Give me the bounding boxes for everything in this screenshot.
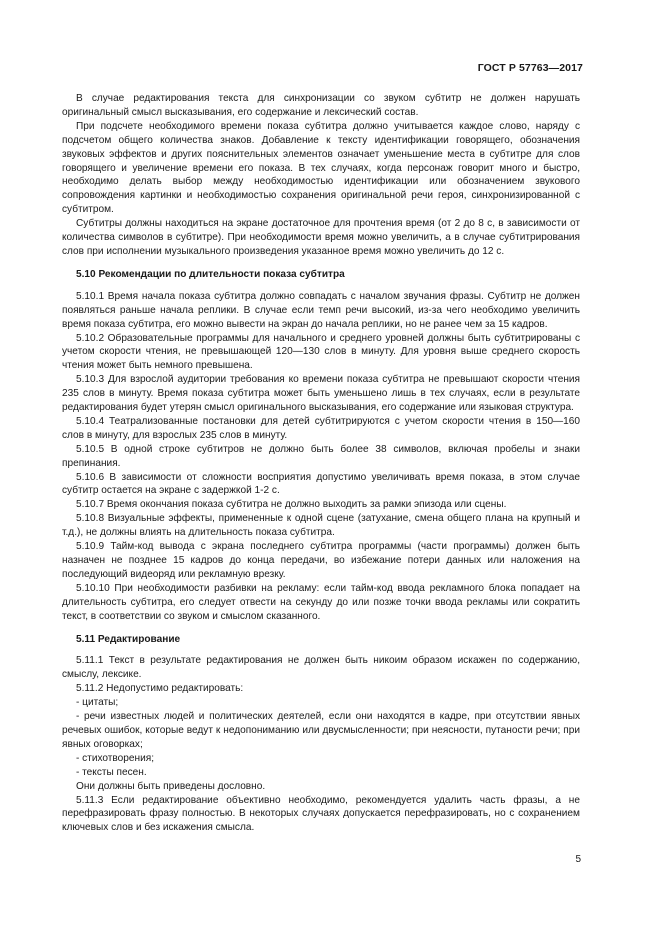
- paragraph: При подсчете необходимого времени показа субтитра должно учитывается каждое слово, наряду с подсчетом общего количества знаков. Добавление к тексту идентификации говорящего, обозначения звуковых эффектов и других пояснительных элементов означает уменьшение места в субтитре для слов говорящего и увеличение времени его показа. В тех случаях, когда персонаж говорит много и быстро, необходимо делать выбор между необходимостью идентификации или обозначением звукового сопровождения картинки и необходимостью сохранения оригинальной речи героя, синхронизированной с субтитром.: [62, 120, 580, 216]
- paragraph: Субтитры должны находиться на экране достаточное для прочтения время (от 2 до 8 с, в зависимости от количества символов в субтитре). При необходимости время можно увеличить, а в случае субтитрирования слов при исполнении музыкального произведения указанное время можно увеличить до 12 с.: [62, 218, 580, 257]
- paragraph: 5.10.4 Театрализованные постановки для детей субтитрируются с учетом скорости чтения в 150—160 слов в минуту, для взрослых 235 слов в минуту.: [62, 415, 580, 441]
- section-heading-5-11: 5.11 Редактирование: [76, 633, 181, 645]
- standard-code-header: ГОСТ Р 57763—2017: [477, 62, 583, 74]
- paragraph: 5.10.10 При необходимости разбивки на рекламу: если тайм-код ввода рекламного блока попадает на длительность субтитра, его следует отвести на секунду до или позже точки ввода рекламы или сократить текст, в соответствии со звуком и смыслом сказанного.: [62, 582, 580, 622]
- paragraph: Они должны быть приведены дословно.: [76, 780, 266, 792]
- list-item: - речи известных людей и политических деятелей, если они находятся в кадре, при отсутствии явных речевых ошибок, которые ведут к недопониманию или двусмысленности; при неясности, путаности речи; при явных оговорках;: [62, 711, 580, 750]
- paragraph: В случае редактирования текста для синхронизации со звуком субтитр не должен нарушать оригинальный смысл высказывания, его содержание и лексический состав.: [62, 93, 580, 118]
- paragraph: 5.10.1 Время начала показа субтитра должно совпадать с началом звучания фразы. Субтитр не должен появляться раньше начала реплики. В случае если темп речи высокий, из-за чего необходимо увеличить время показа субтитра, его можно вывести на экран до начала реплики, но не ранее чем за 15 кадров.: [62, 290, 580, 330]
- section-heading-5-10: 5.10 Рекомендации по длительности показа субтитра: [76, 268, 345, 280]
- paragraph: 5.10.5 В одной строке субтитров не должно быть более 38 символов, включая пробелы и знаки препинания.: [62, 443, 580, 469]
- paragraph: 5.10.9 Тайм-код вывода с экрана последнего субтитра программы (части программы) должен быть назначен не позднее 15 кадров до конца передачи, во избежание потери данных или наложения на последующий видеоряд или рекламную врезку.: [62, 541, 580, 580]
- page-number: 5: [575, 854, 581, 865]
- paragraph: 5.10.8 Визуальные эффекты, примененные к одной сцене (затухание, смена общего плана на крупный и т.д.), не должны влиять на длительность показа субтитра.: [62, 513, 580, 539]
- paragraph: 5.11.3 Если редактирование объективно необходимо, рекомендуется удалить часть фразы, а не перефразировать фразу полностью. В некоторых случаях допускается перефразировать, но с сохранением ключевых слов и без искажения смысла.: [62, 794, 580, 834]
- list-item: - цитаты;: [76, 697, 119, 709]
- paragraph: 5.10.7 Время окончания показа субтитра не должно выходить за рамки эпизода или сцены.: [76, 499, 507, 511]
- list-item: - стихотворения;: [76, 752, 154, 764]
- paragraph: 5.11.2 Недопустимо редактировать:: [76, 683, 244, 695]
- document-body: [62, 92, 580, 835]
- list-item: - тексты песен.: [76, 766, 147, 778]
- paragraph: 5.10.6 В зависимости от сложности восприятия допустимо увеличивать время показа, в этом случае субтитр остается на экране с задержкой 1-2 с.: [62, 471, 580, 497]
- paragraph: 5.10.3 Для взрослой аудитории требования ко времени показа субтитра не превышают скорости чтения 235 слов в минуту. Время показа субтитра может быть уменьшено лишь в тех случаях, если в результате редактирования будет утерян смысл оригинального высказывания, его содержание или языковая структура.: [62, 374, 580, 414]
- paragraph: 5.11.1 Текст в результате редактирования не должен быть никоим образом искажен по содержанию, смыслу, лексике.: [62, 655, 580, 681]
- paragraph: 5.10.2 Образовательные программы для начального и среднего уровней должны быть субтитрированы с учетом скорости чтения, не превышающей 120—130 слов в минуту. Для уровня выше среднего скорость чтения может быть немного превышена.: [62, 332, 580, 372]
